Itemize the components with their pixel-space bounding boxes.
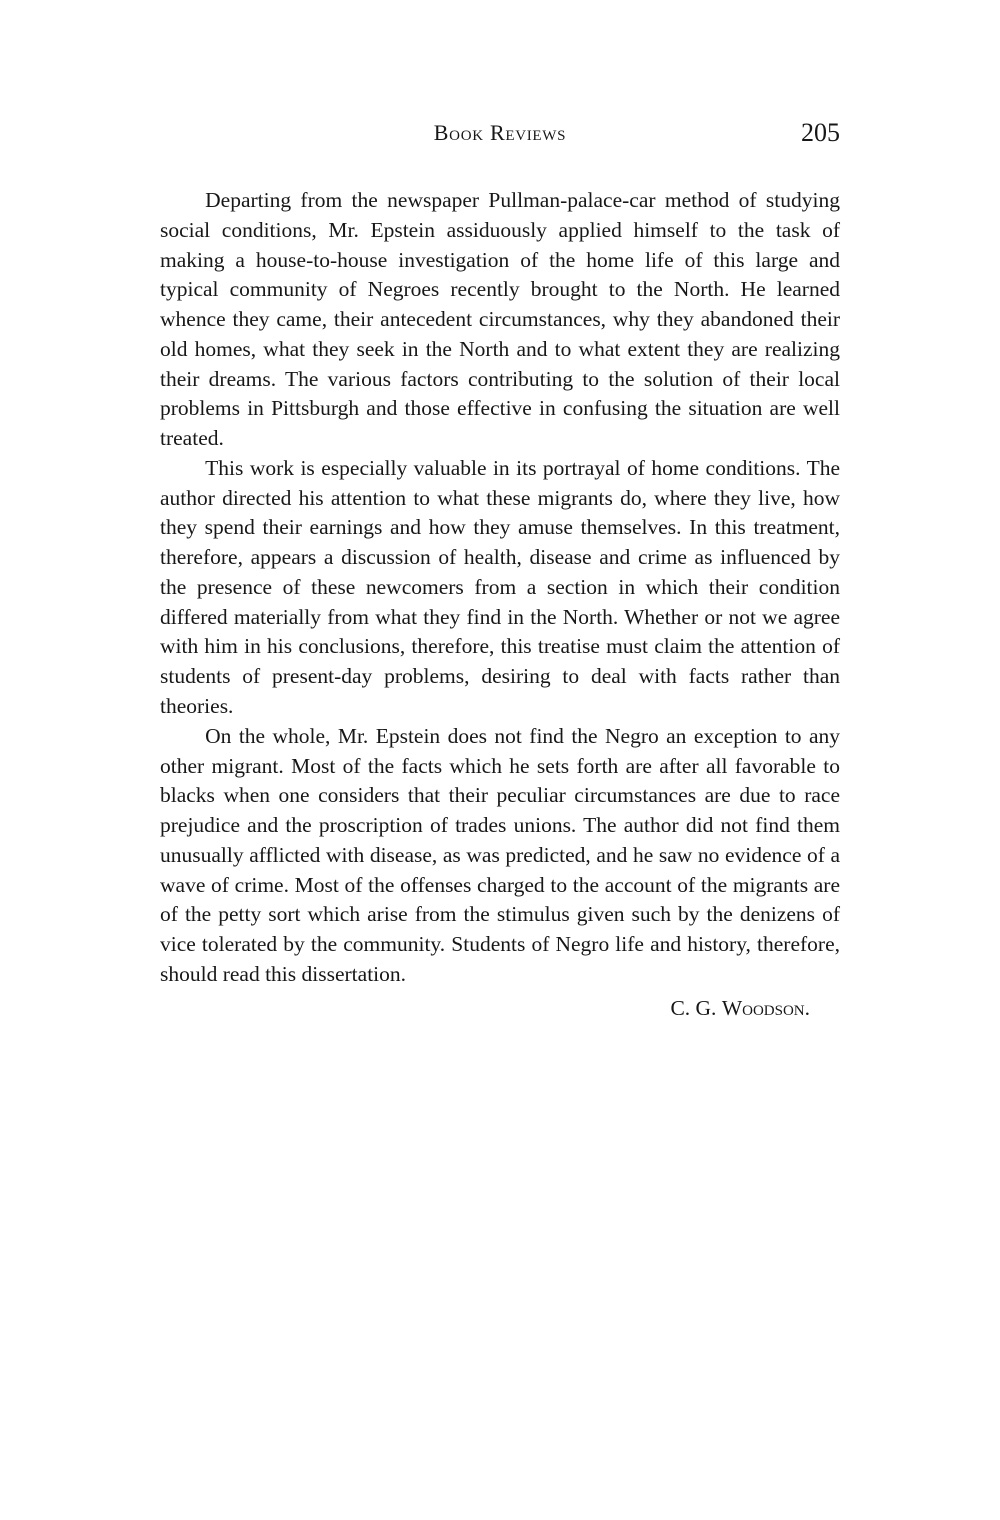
running-title: Book Reviews	[433, 120, 567, 145]
signature-surname: Woodson.	[721, 995, 810, 1020]
paragraph: This work is especially valuable in its portrayal of home conditions. The author directed his attention to what these migrants do, where they live, how they spend their earnings and how they amuse themselves. In this treatment, therefore, appears a discussion of health, disease and crime as influenced by the presence of these newcomers from a section in which their condition differed materially from what they find in the North. Whether or not we agree with him in his conclusions, therefore, this treatise must claim the attention of students of present-day problems, desiring to deal with facts rather than theories.	[160, 455, 840, 719]
paragraph: Departing from the newspaper Pullman-palace-car method of studying social conditions, Mr. Epstein assiduously applied himself to the task of making a house-to-house investigation of the home life of this large and typical community of Negroes recently brought to the North. He learned whence they came, their antecedent circumstances, why they abandoned their old homes, what they seek in the North and to what extent they are realizing their dreams. The various factors contributing to the solution of their local problems in Pittsburgh and those effective in confusing the situation are well treated.	[160, 188, 840, 451]
page-number: 205	[801, 118, 840, 147]
paragraph: On the whole, Mr. Epstein does not find the Negro an exception to any other migrant. Most of the facts which he sets forth are after all favorable to blacks when one considers that their peculiar circumstances are due to race prejudice and the proscription of trades unions. The author did not find them unusually afflicted with disease, as was predicted, and he saw no evidence of a wave of crime. Most of the offenses charged to the account of the migrants are of the petty sort which arise from the stimulus given such by the denizens of vice tolerated by the community. Students of Negro life and history, therefore, should read this dissertation.	[160, 723, 840, 986]
running-head	[160, 120, 840, 160]
body-text	[160, 186, 840, 990]
author-signature	[160, 996, 840, 1021]
signature-initials: C. G.	[670, 995, 722, 1020]
